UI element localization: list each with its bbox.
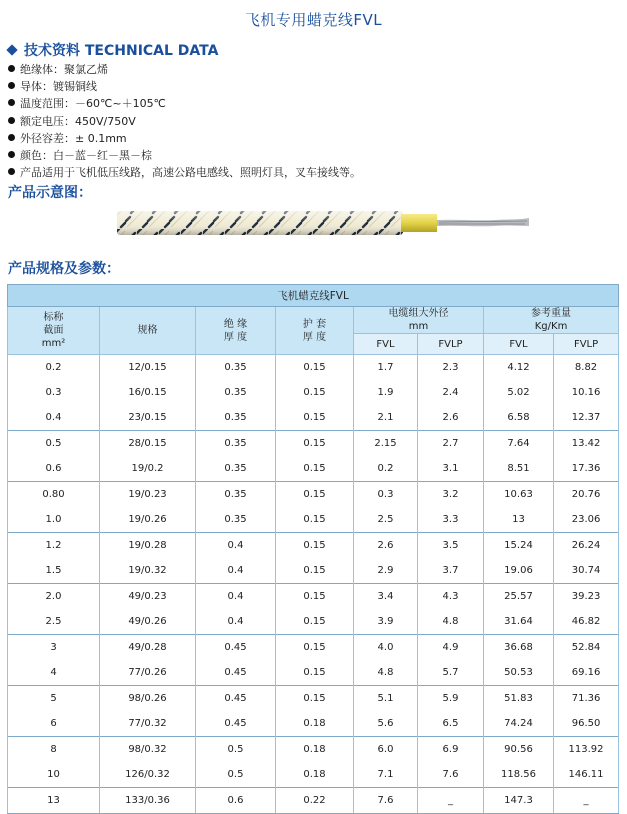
cell-od-fvlp: 7.6	[418, 762, 484, 788]
cell-weight-fvl: 51.83	[484, 686, 554, 712]
cell-spec: 23/0.15	[100, 405, 196, 431]
cell-od-fvlp: 4.3	[418, 584, 484, 610]
cell-section: 0.80	[8, 482, 100, 508]
col-header-od-fvl: FVL	[354, 334, 418, 355]
spec-item: 额定电压：450V/750V	[8, 113, 361, 130]
cell-od-fvl: 2.6	[354, 533, 418, 559]
cell-od-fvlp: 3.7	[418, 558, 484, 584]
cell-od-fvlp: 4.8	[418, 609, 484, 635]
spec-item: 颜色：白－蓝－红－黑－棕	[8, 147, 361, 164]
cell-weight-fvlp: 17.36	[554, 456, 619, 482]
cell-insulation: 0.5	[196, 762, 276, 788]
table-row	[8, 711, 619, 737]
cell-spec: 28/0.15	[100, 431, 196, 457]
spec-item: 温度范围：－60℃~＋105℃	[8, 95, 361, 112]
cell-weight-fvlp: 39.23	[554, 584, 619, 610]
cell-od-fvl: 1.9	[354, 380, 418, 405]
table-row	[8, 584, 619, 610]
cell-insulation: 0.35	[196, 482, 276, 508]
table-caption: 飞机蜡克线FVL	[8, 285, 619, 307]
cell-section: 8	[8, 737, 100, 763]
cell-sheath: 0.15	[276, 635, 354, 661]
spec-list	[8, 61, 361, 181]
cell-section: 0.5	[8, 431, 100, 457]
table-row	[8, 686, 619, 712]
cell-insulation: 0.45	[196, 686, 276, 712]
cell-od-fvlp: 6.9	[418, 737, 484, 763]
cell-section: 0.4	[8, 405, 100, 431]
cell-spec: 77/0.32	[100, 711, 196, 737]
cell-section: 2.5	[8, 609, 100, 635]
spec-item: 导体：镀锡铜线	[8, 78, 361, 95]
spec-table	[7, 284, 619, 814]
table-row	[8, 355, 619, 381]
cell-insulation: 0.35	[196, 380, 276, 405]
table-body	[8, 355, 619, 814]
cell-spec: 98/0.26	[100, 686, 196, 712]
cell-insulation: 0.45	[196, 635, 276, 661]
params-heading: 产品规格及参数：	[8, 261, 120, 277]
cell-sheath: 0.15	[276, 584, 354, 610]
diamond-bullet-icon	[6, 44, 17, 55]
cell-insulation: 0.4	[196, 584, 276, 610]
cell-insulation: 0.4	[196, 558, 276, 584]
cell-od-fvl: 6.0	[354, 737, 418, 763]
cell-weight-fvlp: 52.84	[554, 635, 619, 661]
cell-spec: 49/0.26	[100, 609, 196, 635]
cell-od-fvl: 3.4	[354, 584, 418, 610]
table-row	[8, 482, 619, 508]
spec-item: 绝缘体：聚氯乙烯	[8, 61, 361, 78]
cell-sheath: 0.15	[276, 380, 354, 405]
cell-od-fvl: 7.1	[354, 762, 418, 788]
cell-weight-fvlp: 71.36	[554, 686, 619, 712]
cell-od-fvlp: 3.5	[418, 533, 484, 559]
cell-od-fvlp: 5.7	[418, 660, 484, 686]
cell-section: 1.5	[8, 558, 100, 584]
bullet-dot-icon	[8, 151, 15, 158]
cell-weight-fvlp: 69.16	[554, 660, 619, 686]
cell-section: 3	[8, 635, 100, 661]
bullet-dot-icon	[8, 134, 15, 141]
cell-od-fvlp: _	[418, 788, 484, 814]
cell-insulation: 0.45	[196, 660, 276, 686]
cell-weight-fvlp: _	[554, 788, 619, 814]
bullet-dot-icon	[8, 168, 15, 175]
cell-weight-fvlp: 146.11	[554, 762, 619, 788]
col-header-section: 标称 截面 mm²	[8, 307, 100, 355]
cell-weight-fvl: 74.24	[484, 711, 554, 737]
cell-insulation: 0.5	[196, 737, 276, 763]
cell-od-fvl: 0.2	[354, 456, 418, 482]
cell-insulation: 0.4	[196, 533, 276, 559]
cell-insulation: 0.6	[196, 788, 276, 814]
cell-insulation: 0.4	[196, 609, 276, 635]
bullet-dot-icon	[8, 65, 15, 72]
cell-sheath: 0.15	[276, 558, 354, 584]
cell-sheath: 0.15	[276, 482, 354, 508]
cell-sheath: 0.18	[276, 762, 354, 788]
cell-od-fvlp: 3.1	[418, 456, 484, 482]
table-row	[8, 609, 619, 635]
col-header-insulation: 绝 缘 厚 度	[196, 307, 276, 355]
cell-weight-fvlp: 13.42	[554, 431, 619, 457]
cell-section: 0.2	[8, 355, 100, 381]
cell-od-fvlp: 2.7	[418, 431, 484, 457]
wire-yellow-insulation	[401, 214, 437, 232]
cell-weight-fvl: 10.63	[484, 482, 554, 508]
cell-weight-fvlp: 12.37	[554, 405, 619, 431]
diagram-heading: 产品示意图：	[8, 185, 92, 201]
cell-od-fvl: 4.0	[354, 635, 418, 661]
table-row	[8, 533, 619, 559]
cell-sheath: 0.18	[276, 711, 354, 737]
cell-insulation: 0.35	[196, 507, 276, 533]
cell-insulation: 0.35	[196, 431, 276, 457]
cell-weight-fvl: 19.06	[484, 558, 554, 584]
cell-insulation: 0.35	[196, 405, 276, 431]
table-row	[8, 762, 619, 788]
table-row	[8, 660, 619, 686]
col-header-weight-fvlp: FVLP	[554, 334, 619, 355]
cell-weight-fvl: 31.64	[484, 609, 554, 635]
cell-od-fvl: 5.1	[354, 686, 418, 712]
col-header-spec: 规格	[100, 307, 196, 355]
cell-spec: 49/0.28	[100, 635, 196, 661]
cell-weight-fvl: 6.58	[484, 405, 554, 431]
cell-sheath: 0.15	[276, 355, 354, 381]
cell-od-fvlp: 3.3	[418, 507, 484, 533]
cell-weight-fvlp: 10.16	[554, 380, 619, 405]
cell-spec: 12/0.15	[100, 355, 196, 381]
cell-weight-fvlp: 23.06	[554, 507, 619, 533]
cell-sheath: 0.15	[276, 609, 354, 635]
cell-od-fvl: 2.5	[354, 507, 418, 533]
cell-spec: 98/0.32	[100, 737, 196, 763]
cell-od-fvl: 2.15	[354, 431, 418, 457]
cell-sheath: 0.15	[276, 431, 354, 457]
cell-od-fvlp: 6.5	[418, 711, 484, 737]
cell-od-fvl: 2.1	[354, 405, 418, 431]
table-row	[8, 456, 619, 482]
cell-od-fvlp: 2.6	[418, 405, 484, 431]
cell-weight-fvl: 25.57	[484, 584, 554, 610]
col-header-weight: 参考重量 Kg/Km	[484, 307, 619, 334]
cell-insulation: 0.35	[196, 355, 276, 381]
cell-sheath: 0.15	[276, 456, 354, 482]
cell-spec: 77/0.26	[100, 660, 196, 686]
table-row	[8, 558, 619, 584]
cell-od-fvl: 1.7	[354, 355, 418, 381]
cell-weight-fvl: 90.56	[484, 737, 554, 763]
tech-data-heading	[8, 40, 218, 60]
spec-item: 产品适用于飞机低压线路，高速公路电感线、照明灯具，叉车接线等。	[8, 164, 361, 181]
cell-weight-fvl: 36.68	[484, 635, 554, 661]
spec-item: 外径容差：± 0.1mm	[8, 130, 361, 147]
cell-sheath: 0.18	[276, 737, 354, 763]
cell-weight-fvlp: 8.82	[554, 355, 619, 381]
cell-weight-fvl: 8.51	[484, 456, 554, 482]
cell-section: 4	[8, 660, 100, 686]
table-row	[8, 788, 619, 814]
cell-od-fvlp: 2.3	[418, 355, 484, 381]
wire-diagram-image	[115, 205, 535, 241]
cell-spec: 19/0.26	[100, 507, 196, 533]
bullet-dot-icon	[8, 117, 15, 124]
cell-sheath: 0.15	[276, 405, 354, 431]
cell-sheath: 0.15	[276, 533, 354, 559]
cell-sheath: 0.15	[276, 507, 354, 533]
cell-od-fvl: 2.9	[354, 558, 418, 584]
cell-od-fvl: 7.6	[354, 788, 418, 814]
wire-braid-shading	[117, 211, 403, 235]
table-row	[8, 737, 619, 763]
cell-insulation: 0.35	[196, 456, 276, 482]
cell-weight-fvl: 7.64	[484, 431, 554, 457]
cell-od-fvlp: 5.9	[418, 686, 484, 712]
cell-sheath: 0.15	[276, 686, 354, 712]
cell-weight-fvlp: 46.82	[554, 609, 619, 635]
cell-section: 0.6	[8, 456, 100, 482]
cell-section: 0.3	[8, 380, 100, 405]
cell-sheath: 0.22	[276, 788, 354, 814]
cell-weight-fvlp: 30.74	[554, 558, 619, 584]
cell-od-fvlp: 3.2	[418, 482, 484, 508]
cell-spec: 19/0.2	[100, 456, 196, 482]
cell-spec: 19/0.32	[100, 558, 196, 584]
cell-section: 10	[8, 762, 100, 788]
cell-spec: 19/0.28	[100, 533, 196, 559]
table-row	[8, 507, 619, 533]
cell-weight-fvlp: 113.92	[554, 737, 619, 763]
cell-weight-fvl: 5.02	[484, 380, 554, 405]
table-row	[8, 380, 619, 405]
cell-weight-fvl: 50.53	[484, 660, 554, 686]
table-row	[8, 431, 619, 457]
cell-od-fvl: 4.8	[354, 660, 418, 686]
cell-section: 13	[8, 788, 100, 814]
table-row	[8, 635, 619, 661]
cell-section: 1.0	[8, 507, 100, 533]
cell-spec: 126/0.32	[100, 762, 196, 788]
bullet-dot-icon	[8, 82, 15, 89]
cell-weight-fvl: 4.12	[484, 355, 554, 381]
col-header-outer-diameter: 电缆组大外径 mm	[354, 307, 484, 334]
cell-weight-fvl: 118.56	[484, 762, 554, 788]
cell-od-fvl: 0.3	[354, 482, 418, 508]
cell-od-fvl: 5.6	[354, 711, 418, 737]
cell-section: 1.2	[8, 533, 100, 559]
cell-sheath: 0.15	[276, 660, 354, 686]
page-title: 飞机专用蜡克线FVL	[244, 11, 383, 29]
cell-insulation: 0.45	[196, 711, 276, 737]
tech-data-heading-text: 技术资料 TECHNICAL DATA	[24, 43, 219, 59]
cell-weight-fvl: 147.3	[484, 788, 554, 814]
table-row	[8, 405, 619, 431]
cell-od-fvlp: 2.4	[418, 380, 484, 405]
col-header-weight-fvl: FVL	[484, 334, 554, 355]
cell-spec: 49/0.23	[100, 584, 196, 610]
cell-section: 5	[8, 686, 100, 712]
col-header-od-fvlp: FVLP	[418, 334, 484, 355]
cell-weight-fvl: 13	[484, 507, 554, 533]
cell-spec: 16/0.15	[100, 380, 196, 405]
cell-od-fvlp: 4.9	[418, 635, 484, 661]
cell-od-fvl: 3.9	[354, 609, 418, 635]
cell-section: 6	[8, 711, 100, 737]
bullet-dot-icon	[8, 99, 15, 106]
cell-spec: 133/0.36	[100, 788, 196, 814]
cell-weight-fvl: 15.24	[484, 533, 554, 559]
col-header-sheath: 护 套 厚 度	[276, 307, 354, 355]
cell-weight-fvlp: 26.24	[554, 533, 619, 559]
cell-weight-fvlp: 96.50	[554, 711, 619, 737]
cell-section: 2.0	[8, 584, 100, 610]
cell-weight-fvlp: 20.76	[554, 482, 619, 508]
cell-spec: 19/0.23	[100, 482, 196, 508]
